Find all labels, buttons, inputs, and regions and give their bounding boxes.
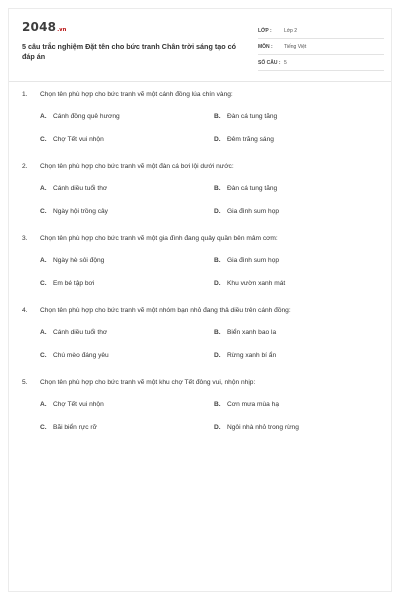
option-letter: A. bbox=[40, 113, 47, 120]
site-logo[interactable] bbox=[22, 20, 67, 34]
worksheet-title: 5 câu trắc nghiệm Đặt tên cho bức tranh Chân trời sáng tạo có đáp án bbox=[22, 42, 236, 61]
option-letter: D. bbox=[214, 352, 221, 359]
header-divider bbox=[9, 81, 391, 82]
answer-option[interactable] bbox=[40, 136, 104, 143]
option-text: Em bé tập bơi bbox=[53, 280, 95, 287]
option-letter: C. bbox=[40, 136, 47, 143]
option-letter: B. bbox=[214, 329, 221, 336]
option-letter: D. bbox=[214, 136, 221, 143]
worksheet-meta bbox=[258, 23, 384, 71]
option-text: Ngày hè sôi động bbox=[53, 257, 105, 264]
question-text bbox=[22, 91, 384, 98]
question-prompt: Chọn tên phù hợp cho bức tranh vẽ một cánh đồng lúa chín vàng: bbox=[40, 91, 233, 98]
answer-option[interactable] bbox=[214, 280, 285, 287]
option-text: Khu vườn xanh mát bbox=[227, 280, 286, 287]
option-text: Cánh diều tuổi thơ bbox=[53, 329, 108, 336]
answer-option[interactable] bbox=[40, 280, 94, 287]
answer-option[interactable] bbox=[40, 352, 109, 359]
logo-tld: .vn bbox=[57, 27, 67, 33]
question-item bbox=[22, 89, 384, 161]
option-text: Ngôi nhà nhỏ trong rừng bbox=[227, 424, 299, 431]
option-letter: B. bbox=[214, 113, 221, 120]
meta-value: Tiếng Việt bbox=[284, 44, 307, 50]
worksheet-header bbox=[22, 17, 384, 77]
question-number: 2. bbox=[22, 163, 28, 170]
option-letter: D. bbox=[214, 424, 221, 431]
option-letter: A. bbox=[40, 329, 47, 336]
answer-option[interactable] bbox=[40, 424, 97, 431]
question-list bbox=[22, 89, 384, 449]
answer-option[interactable] bbox=[214, 208, 279, 215]
question-prompt: Chọn tên phù hợp cho bức tranh vẽ một gia đình đang quây quần bên mâm cơm: bbox=[40, 235, 278, 242]
question-number: 1. bbox=[22, 91, 28, 98]
option-letter: D. bbox=[214, 280, 221, 287]
answer-option[interactable] bbox=[40, 257, 104, 264]
meta-row-subject bbox=[258, 39, 384, 55]
answer-option[interactable] bbox=[214, 352, 276, 359]
question-text bbox=[22, 379, 384, 386]
option-text: Ngày hội trồng cây bbox=[53, 208, 108, 215]
question-prompt: Chọn tên phù hợp cho bức tranh vẽ một nhóm bạn nhỏ đang thả diều trên cánh đồng: bbox=[40, 307, 291, 314]
answer-option[interactable] bbox=[40, 185, 107, 192]
question-text bbox=[22, 307, 384, 314]
question-item bbox=[22, 161, 384, 233]
meta-row-question-count bbox=[258, 55, 384, 71]
answer-option[interactable] bbox=[40, 113, 120, 120]
answer-option[interactable] bbox=[214, 257, 279, 264]
option-text: Cơn mưa mùa hạ bbox=[227, 401, 279, 408]
option-letter: B. bbox=[214, 185, 221, 192]
option-text: Chợ Tết vui nhộn bbox=[53, 401, 104, 408]
question-number: 3. bbox=[22, 235, 28, 242]
meta-value: 5 bbox=[284, 60, 287, 66]
option-letter: C. bbox=[40, 280, 47, 287]
option-text: Đàn cá tung tăng bbox=[227, 113, 278, 120]
answer-option[interactable] bbox=[214, 136, 274, 143]
option-text: Chợ Tết vui nhộn bbox=[53, 136, 104, 143]
meta-label: SỐ CÂU : bbox=[258, 60, 281, 66]
question-item bbox=[22, 305, 384, 377]
question-number: 5. bbox=[22, 379, 28, 386]
option-letter: B. bbox=[214, 257, 221, 264]
option-text: Đêm trăng sáng bbox=[227, 136, 274, 143]
answer-option[interactable] bbox=[214, 113, 277, 120]
option-text: Cánh đồng quê hương bbox=[53, 113, 120, 120]
meta-label: LỚP : bbox=[258, 28, 272, 34]
option-text: Chú mèo đáng yêu bbox=[53, 352, 109, 359]
question-text bbox=[22, 235, 384, 242]
option-letter: A. bbox=[40, 401, 47, 408]
question-prompt: Chọn tên phù hợp cho bức tranh vẽ một khu chợ Tết đông vui, nhộn nhịp: bbox=[40, 379, 256, 386]
answer-option[interactable] bbox=[214, 329, 276, 336]
option-text: Cánh diều tuổi thơ bbox=[53, 185, 108, 192]
answer-option[interactable] bbox=[214, 185, 277, 192]
meta-row-grade bbox=[258, 23, 384, 39]
answer-option[interactable] bbox=[40, 208, 108, 215]
option-text: Gia đình sum họp bbox=[227, 257, 280, 264]
option-text: Gia đình sum họp bbox=[227, 208, 280, 215]
question-number: 4. bbox=[22, 307, 28, 314]
option-letter: B. bbox=[214, 401, 221, 408]
answer-option[interactable] bbox=[40, 401, 104, 408]
meta-value: Lớp 2 bbox=[284, 28, 298, 34]
option-letter: C. bbox=[40, 352, 47, 359]
option-letter: D. bbox=[214, 208, 221, 215]
question-prompt: Chọn tên phù hợp cho bức tranh vẽ một đàn cá bơi lội dưới nước: bbox=[40, 163, 234, 170]
option-text: Đàn cá tung tăng bbox=[227, 185, 278, 192]
question-item bbox=[22, 233, 384, 305]
option-text: Biển xanh bao la bbox=[227, 329, 277, 336]
option-letter: A. bbox=[40, 185, 47, 192]
answer-option[interactable] bbox=[40, 329, 107, 336]
question-item bbox=[22, 377, 384, 449]
worksheet-page bbox=[8, 8, 392, 592]
meta-label: MÔN : bbox=[258, 44, 273, 50]
option-text: Bãi biển rực rỡ bbox=[53, 424, 97, 431]
option-letter: A. bbox=[40, 257, 47, 264]
logo-main: 2048 bbox=[22, 20, 57, 34]
option-letter: C. bbox=[40, 424, 47, 431]
option-letter: C. bbox=[40, 208, 47, 215]
answer-option[interactable] bbox=[214, 401, 279, 408]
question-text bbox=[22, 163, 384, 170]
option-text: Rừng xanh bí ẩn bbox=[227, 352, 277, 359]
answer-option[interactable] bbox=[214, 424, 299, 431]
